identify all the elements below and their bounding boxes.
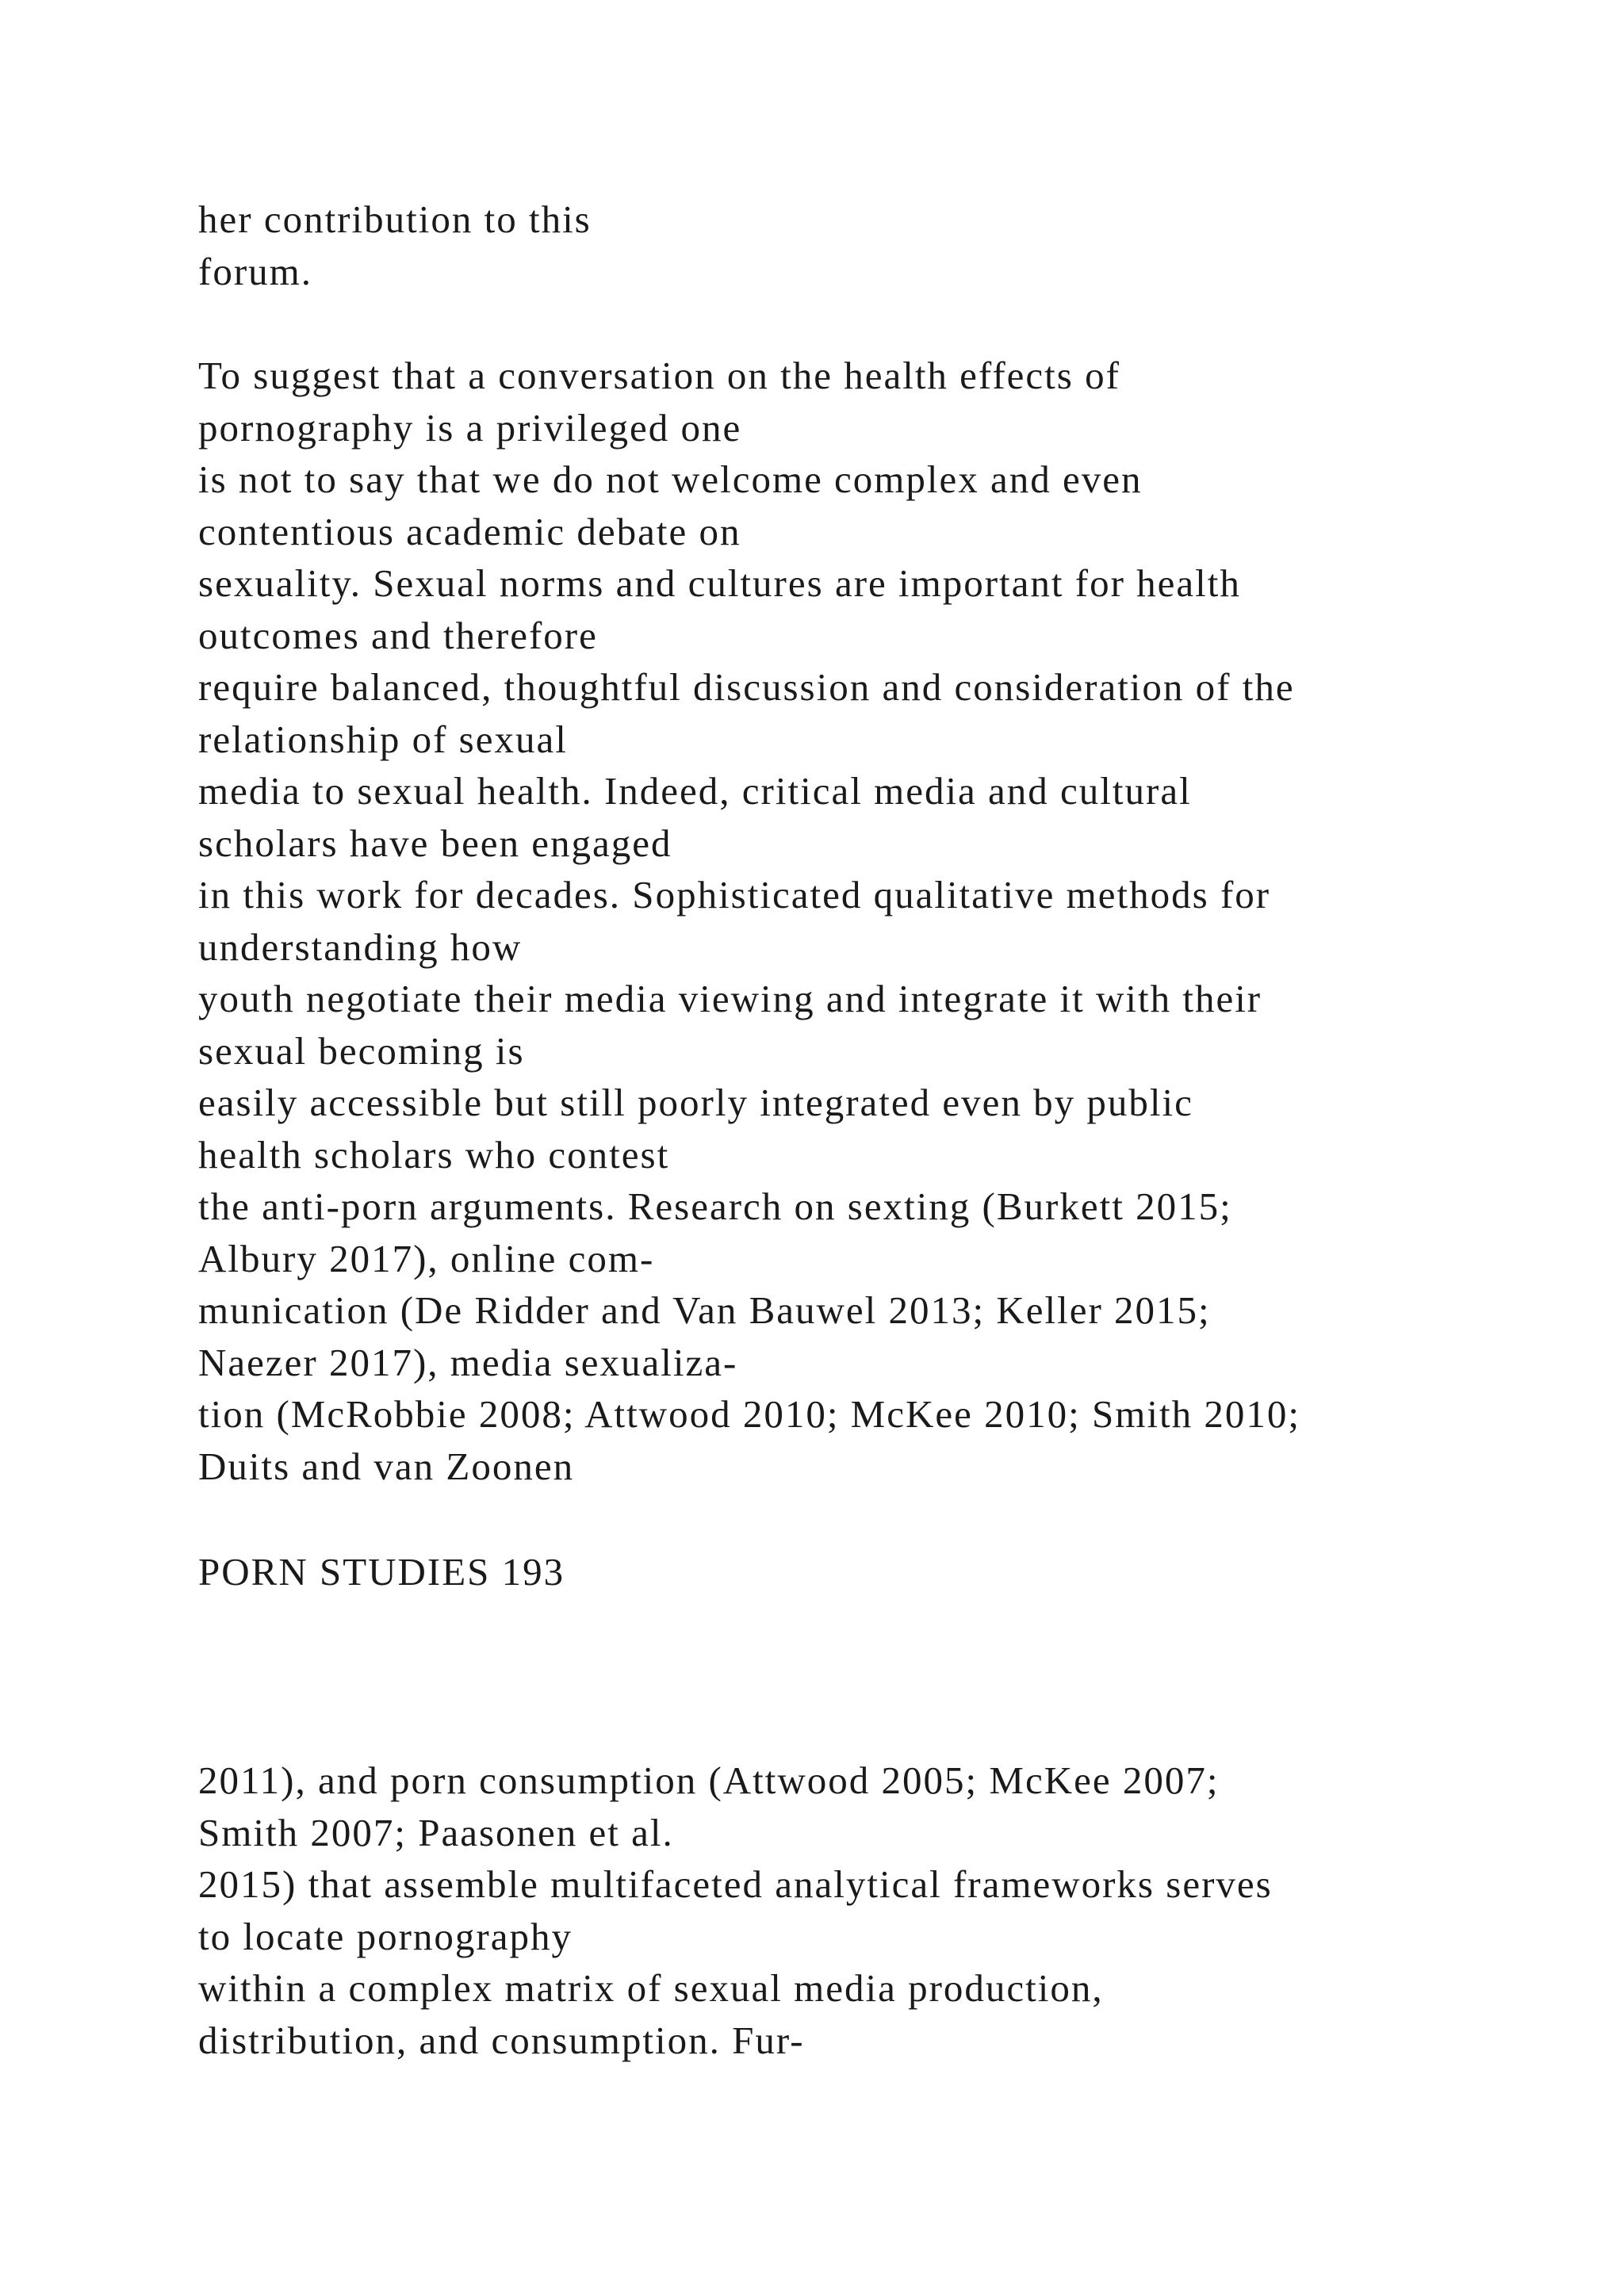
text-line: sexual becoming is <box>198 1028 525 1073</box>
text-line: in this work for decades. Sophisticated qualitative methods for <box>198 873 1271 916</box>
text-line: health scholars who contest <box>198 1132 670 1177</box>
text-line: her contribution to this <box>198 197 592 241</box>
paragraph-continuation <box>198 1755 1273 2066</box>
text-line: the anti-porn arguments. Research on sexting (Burkett 2015; <box>198 1184 1232 1228</box>
text-line: Duits and van Zoonen <box>198 1444 575 1488</box>
text-line: distribution, and consumption. Fur- <box>198 2018 805 2062</box>
text-line: sexuality. Sexual norms and cultures are important for health <box>198 561 1241 605</box>
text-line: easily accessible but still poorly integrated even by public <box>198 1081 1193 1124</box>
paragraph-main <box>198 350 1300 1492</box>
text-line: understanding how <box>198 924 523 969</box>
text-line: media to sexual health. Indeed, critical media and cultural <box>198 769 1192 813</box>
text-line: To suggest that a conversation on the health effects of <box>198 354 1120 397</box>
text-line: to locate pornography <box>198 1914 573 1958</box>
paragraph-fragment-top <box>198 193 592 297</box>
text-line: tion (McRobbie 2008; Attwood 2010; McKee 2010; Smith 2010; <box>198 1392 1300 1436</box>
text-line: relationship of sexual <box>198 717 568 761</box>
text-line: 2011), and porn consumption (Attwood 2005; McKee 2007; <box>198 1758 1220 1802</box>
text-line: 2015) that assemble multifaceted analytical frameworks serves <box>198 1862 1273 1906</box>
text-line: within a complex matrix of sexual media production, <box>198 1966 1104 2010</box>
text-line: munication (De Ridder and Van Bauwel 2013; Keller 2015; <box>198 1288 1211 1332</box>
text-line: Albury 2017), online com- <box>198 1236 655 1280</box>
text-line: is not to say that we do not welcome complex and even <box>198 457 1143 501</box>
text-line: Smith 2007; Paasonen et al. <box>198 1810 674 1854</box>
text-line: scholars have been engaged <box>198 821 672 865</box>
running-footer: PORN STUDIES 193 <box>198 1550 565 1594</box>
text-line: youth negotiate their media viewing and integrate it with their <box>198 977 1262 1020</box>
text-line: require balanced, thoughtful discussion and consideration of the <box>198 665 1295 709</box>
text-line: Naezer 2017), media sexualiza- <box>198 1340 738 1384</box>
text-line: forum. <box>198 249 312 293</box>
text-line: pornography is a privileged one <box>198 405 742 450</box>
text-line: outcomes and therefore <box>198 613 598 657</box>
text-line: contentious academic debate on <box>198 509 741 553</box>
